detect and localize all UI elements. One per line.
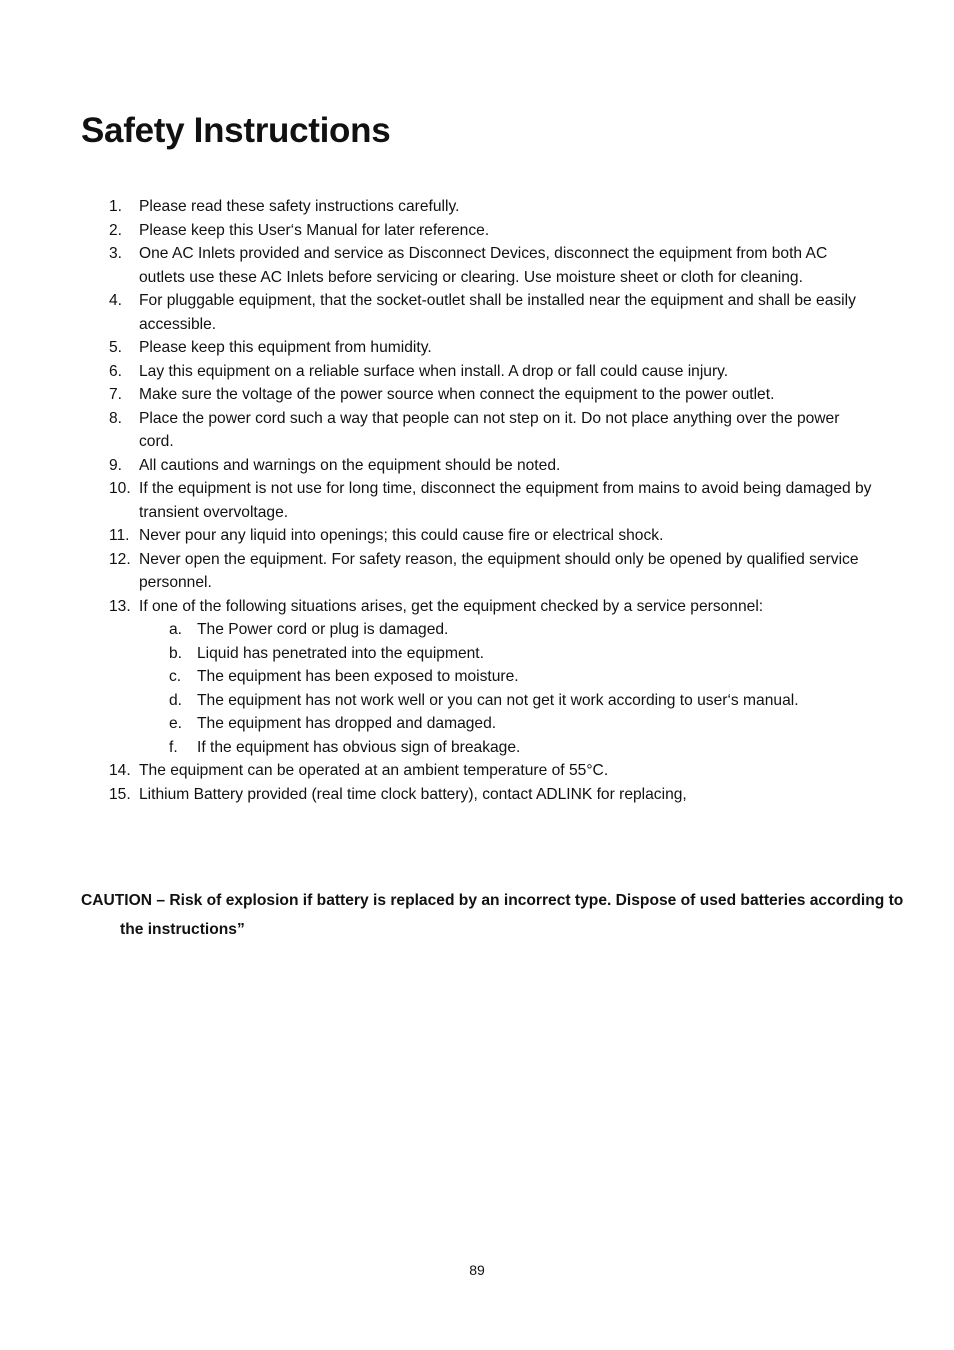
item-text: Place the power cord such a way that people can not step on it. Do not place anything over the power cord. <box>139 409 840 450</box>
item-number: 1. <box>109 198 123 215</box>
sublist-item <box>139 712 876 736</box>
item-number: 9. <box>109 456 123 474</box>
item-text: One AC Inlets provided and service as Disconnect Devices, disconnect the equipment from both AC outlets use these AC Inlets before servicing or clearing. Use moisture sheet or cloth for cleaning. <box>139 245 828 286</box>
sublist-item <box>139 618 876 642</box>
item-number: 13. <box>109 597 131 615</box>
subitem-text: The equipment has not work well or you can not get it work according to user‘s manual. <box>197 691 799 709</box>
list-item <box>0 360 954 384</box>
item-text: For pluggable equipment, that the socket-outlet shall be installed near the equipment and shall be easily accessible. <box>139 292 856 333</box>
item-number: 11. <box>109 527 130 544</box>
sublist-item <box>139 665 876 689</box>
list-item <box>0 407 954 454</box>
sublist-item <box>139 642 876 666</box>
item-number: 2. <box>109 221 123 239</box>
page-title: Safety Instructions <box>81 111 391 150</box>
subitem-text: The Power cord or plug is damaged. <box>197 621 449 638</box>
item-text: If one of the following situations arises, get the equipment checked by a service personnel: <box>139 597 764 615</box>
sublist-item <box>139 689 876 713</box>
subitem-text: The equipment has been exposed to moisture. <box>197 668 519 685</box>
sublist-item <box>139 736 876 760</box>
item-number: 4. <box>109 292 123 309</box>
item-text: Never open the equipment. For safety reason, the equipment should only be opened by qualified service personnel. <box>139 550 859 591</box>
subitem-letter: e. <box>169 715 183 732</box>
item-number: 7. <box>109 386 123 403</box>
list-item <box>0 219 954 243</box>
item-text: All cautions and warnings on the equipment should be noted. <box>139 456 561 474</box>
list-item <box>0 548 954 595</box>
list-item <box>0 289 954 336</box>
list-item <box>0 195 954 219</box>
list-item <box>0 524 954 548</box>
item-text: Please read these safety instructions carefully. <box>139 198 460 215</box>
caution-notice: CAUTION – Risk of explosion if battery is replaced by an incorrect type. Dispose of used batteries according to the instructions” <box>81 892 904 938</box>
safety-instructions-list <box>0 195 954 806</box>
subitem-letter: c. <box>169 668 182 685</box>
item-number: 12. <box>109 550 131 568</box>
subitem-letter: f. <box>169 738 178 756</box>
item-number: 15. <box>109 785 131 803</box>
list-item <box>0 759 954 783</box>
item-text: Lay this equipment on a reliable surface when install. A drop or fall could cause injury. <box>139 362 729 380</box>
item-text: Please keep this equipment from humidity. <box>139 339 432 356</box>
list-item <box>0 242 954 289</box>
list-item <box>0 336 954 360</box>
list-item <box>0 783 954 807</box>
list-item <box>0 383 954 407</box>
list-item <box>0 595 954 760</box>
item-number: 8. <box>109 409 123 427</box>
item-text: Make sure the voltage of the power source when connect the equipment to the power outlet. <box>139 386 775 403</box>
item-number: 14. <box>109 762 131 779</box>
subitem-letter: a. <box>169 621 183 638</box>
item-text: Lithium Battery provided (real time clock battery), contact ADLINK for replacing, <box>139 785 687 803</box>
item-number: 6. <box>109 362 123 380</box>
item-number: 10. <box>109 480 131 497</box>
item-text: Never pour any liquid into openings; this could cause fire or electrical shock. <box>139 527 664 544</box>
subitem-text: Liquid has penetrated into the equipment. <box>197 644 484 662</box>
subitem-letter: b. <box>169 644 183 662</box>
subitem-text: The equipment has dropped and damaged. <box>197 715 497 732</box>
item-text: Please keep this User‘s Manual for later reference. <box>139 221 490 239</box>
item-number: 5. <box>109 339 123 356</box>
situations-sublist <box>139 618 876 759</box>
subitem-text: If the equipment has obvious sign of breakage. <box>197 738 521 756</box>
list-item <box>0 477 954 524</box>
item-text: If the equipment is not use for long time, disconnect the equipment from mains to avoid being damaged by transient overvoltage. <box>139 480 872 521</box>
subitem-letter: d. <box>169 691 183 709</box>
item-number: 3. <box>109 245 123 262</box>
list-item <box>0 454 954 478</box>
item-text: The equipment can be operated at an ambient temperature of 55°C. <box>139 762 609 779</box>
page-number: 89 <box>469 1262 485 1278</box>
